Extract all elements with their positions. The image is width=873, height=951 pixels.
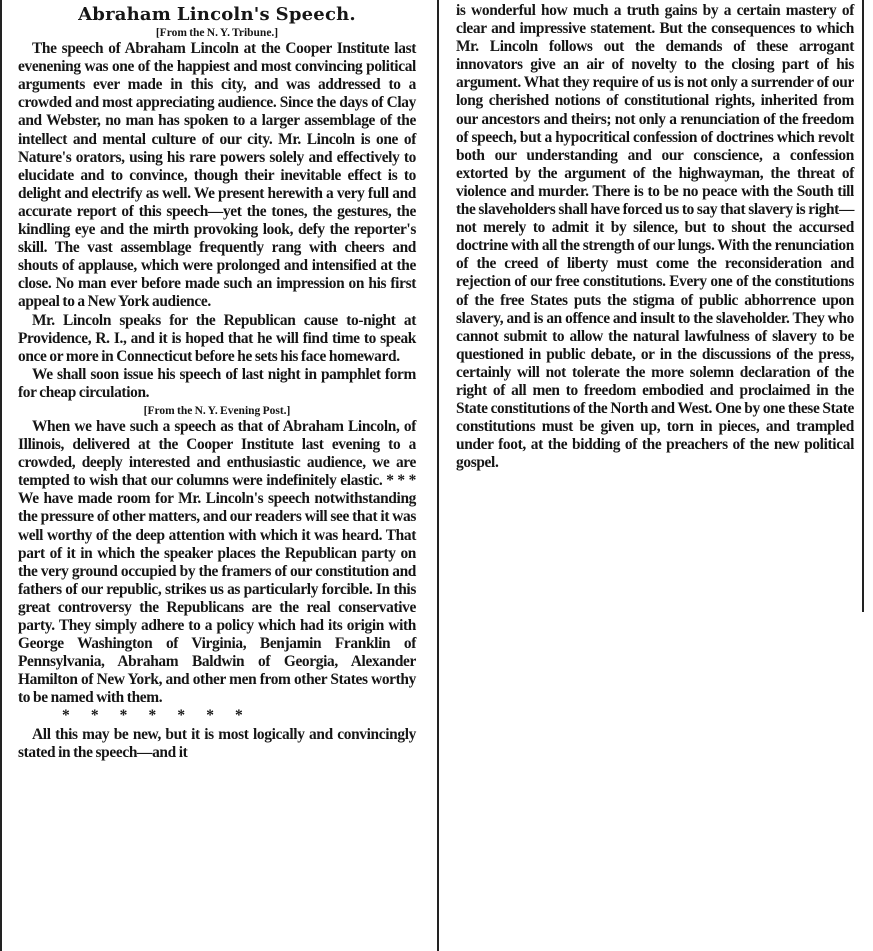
source-tribune: [From the N. Y. Tribune.] bbox=[155, 27, 279, 40]
post-paragraph-1: When we have such a speech as that of Abraham Lincoln, of Illinois, delivered at the Cooper Institute last evening to a crowded, deeply interested and enthusiastic audience, we are tempted to wish that our columns were indefinitely elastic. * * * We have made room for Mr. Lincoln's speech notwithstanding the pressure of other matters, and our readers will see that it was well worthy of the deep attention with which it was heard. That part of it in which the speaker places the Republican party on the very ground occupied by the framers of our constitution and fathers of our republic, strikes us as particularly forcible. In this great controversy the Republicans are the real conservative party. They simply adhere to a policy which had its origin with George Washington of Virginia, Benjamin Franklin of Pennsylvania, Abraham Baldwin of Georgia, Alexander Hamilton of New York, and other men from other States worthy to be named with them. bbox=[18, 417, 416, 707]
tribune-paragraph-2: Mr. Lincoln speaks for the Republican cause to-night at Providence, R. I., and it is hoped that he will find time to speak once or more in Connecticut before he sets his face homeward. bbox=[18, 311, 416, 365]
source-evening-post: [From the N. Y. Evening Post.] bbox=[143, 404, 291, 417]
article-headline: Abraham Lincoln's Speech. bbox=[78, 4, 356, 25]
right-border-rule bbox=[862, 0, 864, 612]
post-paragraph-2-continued: is wonderful how much a truth gains by a certain mastery of clear and impressive statement. But the consequences to which Mr. Lincoln follows out the demands of these arrogant innovators give an air of novelty to the closing part of his argument. What they require of us is not only a surrender of our long cherished notions of constitutional rights, inherited from our ancestors and theirs; not only a renunciation of the freedom of speech, but a hypocritical confession of doctrines which revolt both our understanding and our conscience, a confession extorted by the argument of the highwayman, the threat of violence and murder. There is to be no peace with the South till the slaveholders shall have forced us to say that slavery is right—not merely to admit it by silence, but to shout the accursed doctrine with all the strength of our lungs. With the renunciation of the creed of liberty must come the reconsideration and rejection of our free constitutions. Every one of the constitutions of the free States puts the stigma of public abhorrence upon slavery, and is an offence and insult to the slaveholder. They who cannot submit to allow the natural lawfulness of slavery to be questioned in public debate, or in the discussions of the press, certainly will not tolerate the more solemn declaration of the right of all men to freedom embodied and proclaimed in the State constitutions of the North and West. One by one these State constitutions must be given up, torn in pieces, and trampled under foot, at the bidding of the preachers of the new political gospel. bbox=[456, 2, 854, 472]
left-border-rule bbox=[0, 0, 2, 951]
tribune-paragraph-1: The speech of Abraham Lincoln at the Cooper Institute last evenening was one of the happiest and most convincing political arguments ever made in this city, and was addressed to a crowded and most appreciating audience. Since the days of Clay and Webster, no man has spoken to a larger assemblage of the intellect and mental culture of our city. Mr. Lincoln is one of Nature's orators, using his rare powers solely and effectively to elucidate and to convince, though their inevitable effect is to delight and electrify as well. We present herewith a very full and accurate report of this speech—yet the tones, the gestures, the kindling eye and the mirth provoking look, defy the reporter's skill. The vast assemblage frequently rang with cheers and shouts of applause, which were prolonged and intensified at the close. No man ever before made such an impression on his first appeal to a New York audience. bbox=[18, 40, 416, 311]
tribune-paragraph-3: We shall soon issue his speech of last night in pamphlet form for cheap circulation. bbox=[18, 365, 416, 401]
left-column bbox=[18, 0, 416, 762]
asterisk-separator: * * * * * * * bbox=[62, 707, 243, 725]
right-column bbox=[456, 0, 854, 472]
post-paragraph-2-start: All this may be new, but it is most logically and convincingly stated in the speech—and it bbox=[18, 725, 416, 761]
column-divider-rule bbox=[437, 0, 439, 951]
